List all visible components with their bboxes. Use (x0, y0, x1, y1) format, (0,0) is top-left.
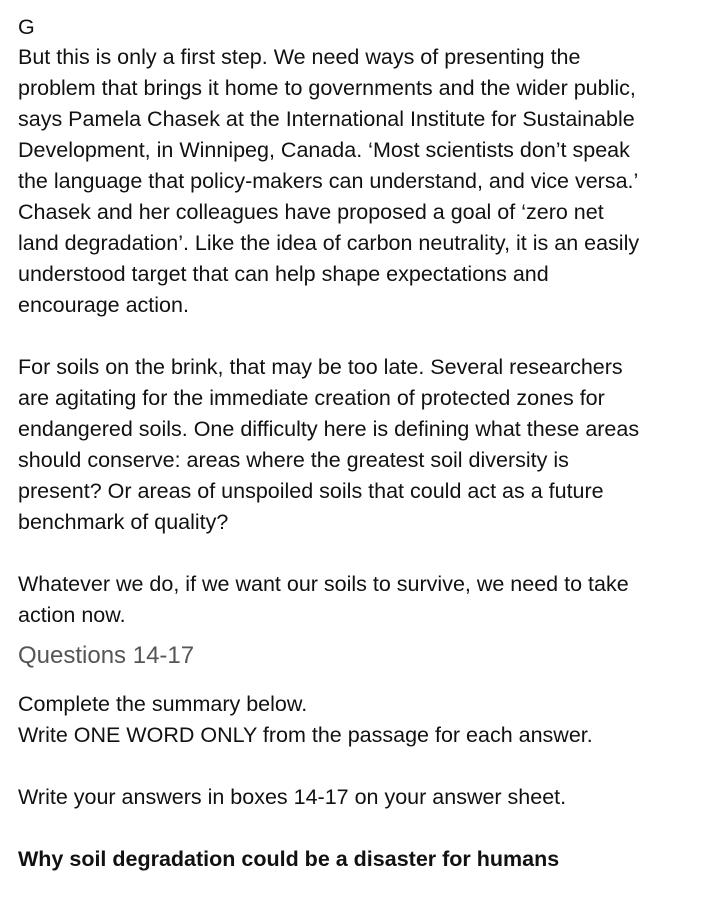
paragraph-line: understood target that can help shape expectations and (18, 262, 549, 286)
paragraph-spacer (18, 538, 708, 569)
passage-paragraph-3 (18, 569, 708, 631)
paragraph-line: land degradation’. Like the idea of carbon neutrality, it is an easily (18, 231, 640, 255)
paragraph-line: the language that policy-makers can understand, and vice versa.’ (18, 169, 639, 193)
paragraph-line: endangered soils. One difficulty here is defining what these areas (18, 417, 640, 441)
paragraph-line: problem that brings it home to governments and the wider public, (18, 76, 636, 100)
paragraph-line: encourage action. (18, 293, 189, 317)
document-page (18, 13, 708, 875)
paragraph-line: says Pamela Chasek at the International Institute for Sustainable (18, 107, 635, 131)
paragraph-spacer (18, 321, 708, 352)
summary-title: Why soil degradation could be a disaster for humans (18, 847, 560, 871)
paragraph-line: Development, in Winnipeg, Canada. ‘Most scientists don’t speak (18, 138, 630, 162)
paragraph-line: action now. (18, 603, 126, 627)
paragraph-line: Whatever we do, if we want our soils to survive, we need to take (18, 572, 629, 596)
passage-paragraph-1 (18, 42, 708, 321)
paragraph-spacer (18, 751, 708, 782)
paragraph-line: should conserve: areas where the greatest soil diversity is (18, 448, 569, 472)
paragraph-line: present? Or areas of unspoiled soils that could act as a future (18, 479, 604, 503)
paragraph-line: are agitating for the immediate creation of protected zones for (18, 386, 605, 410)
answer-note: Write your answers in boxes 14-17 on your answer sheet. (18, 785, 567, 809)
paragraph-line: But this is only a first step. We need ways of presenting the (18, 45, 581, 69)
instruction-line: Complete the summary below. (18, 692, 308, 716)
instruction-line: Write ONE WORD ONLY from the passage for each answer. (18, 723, 593, 747)
paragraph-spacer (18, 813, 708, 844)
paragraph-line: benchmark of quality? (18, 510, 229, 534)
paragraph-line: For soils on the brink, that may be too late. Several researchers (18, 355, 623, 379)
questions-heading: Questions 14-17 (18, 642, 195, 669)
paragraph-line: Chasek and her colleagues have proposed a goal of ‘zero net (18, 200, 604, 224)
questions-instructions (18, 689, 708, 751)
passage-paragraph-2 (18, 352, 708, 538)
section-letter: G (18, 15, 35, 39)
